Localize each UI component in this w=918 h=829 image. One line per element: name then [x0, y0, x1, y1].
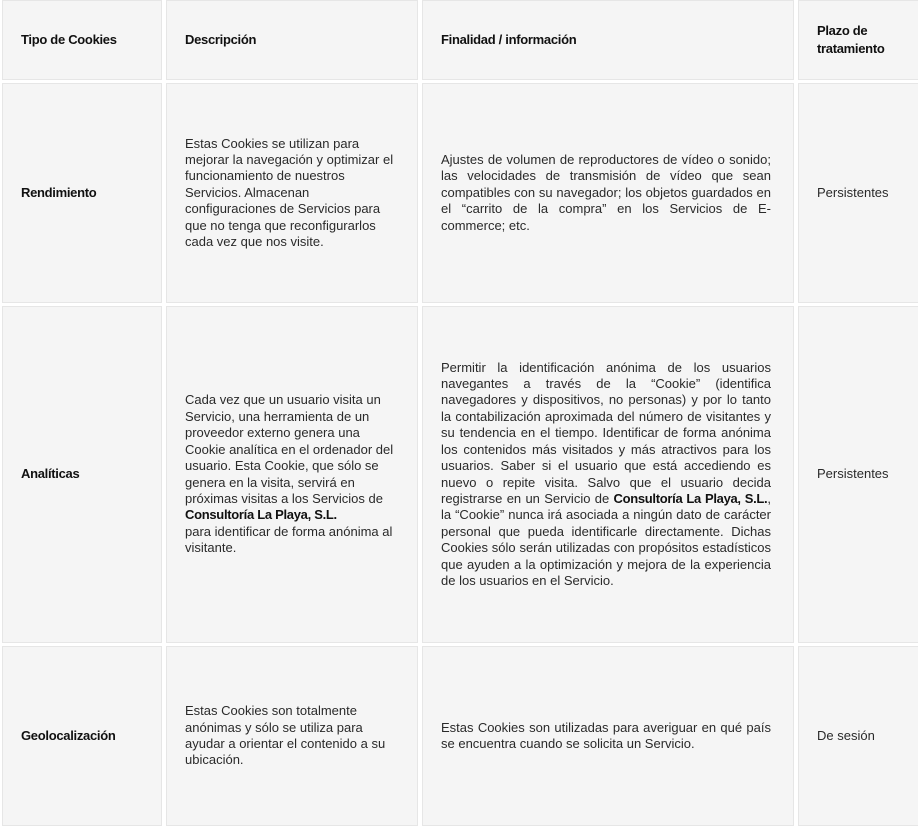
cell-descripcion: Estas Cookies se utilizan para mejorar la navegación y optimizar el funcionamiento de nuestros Servicios. Almacenan configuraciones de Servicios para que no tenga que reconfigurarlos cada vez que nos visite.	[166, 83, 418, 303]
header-descripcion: Descripción	[166, 0, 418, 80]
descripcion-text: Cada vez que un usuario visita un Servicio, una herramienta de un proveedor externo genera una Cookie analítica en el ordenador del usuario. Esta Cookie, que sólo se genera en la visita, servirá en próximas visitas a los Servicios de	[185, 392, 394, 506]
cell-tipo: Rendimiento	[2, 83, 162, 303]
header-tipo: Tipo de Cookies	[2, 0, 162, 80]
table-row-rendimiento	[2, 83, 918, 303]
cell-plazo: De sesión	[798, 646, 918, 826]
header-plazo-label: Plazo de tratamiento	[817, 23, 885, 56]
finalidad-text: Permitir la identificación anónima de los usuarios navegantes a través de la “Cookie” (identifica navegadores y dispositivos, no personas) y por lo tanto la contabilización aproximada del número de visitantes y su tendencia en el tiempo. Identificar de forma anónima los contenidos más visitados y más atractivos para los usuarios. Saber si el usuario que está accediendo es nuevo o repite visita. Salvo que el usuario decida registrarse en un Servicio de	[441, 359, 771, 506]
cell-tipo: Geolocalización	[2, 646, 162, 826]
cell-plazo: Persistentes	[798, 83, 918, 303]
header-plazo	[798, 0, 918, 80]
cell-plazo: Persistentes	[798, 306, 918, 643]
header-finalidad: Finalidad / información	[422, 0, 794, 80]
cell-tipo: Analíticas	[2, 306, 162, 643]
cell-finalidad: Estas Cookies son utilizadas para averiguar en qué país se encuentra cuando se solicita un Servicio.	[422, 646, 794, 826]
table-header-row	[2, 0, 918, 80]
descripcion-text-end: para identificar de forma anónima al visitante.	[185, 523, 393, 556]
finalidad-text-end: , la “Cookie” nunca irá asociada a ningún dato de carácter personal que pueda identificarle directamente. Dichas Cookies sólo serán utilizadas con propósitos estadísticos que ayuden a la optimización y mejora de la experiencia de los usuarios en el Servicio.	[441, 490, 771, 588]
cell-descripcion: Estas Cookies son totalmente anónimas y sólo se utiliza para ayudar a orientar el contenido a su ubicación.	[166, 646, 418, 826]
cell-finalidad	[422, 306, 794, 643]
company-name: Consultoría La Playa, S.L.	[185, 507, 337, 523]
cell-descripcion	[166, 306, 418, 643]
table-row-geolocalizacion	[2, 646, 918, 826]
cell-finalidad: Ajustes de volumen de reproductores de vídeo o sonido; las velocidades de transmisión de vídeo que sean compatibles con su navegador; los objetos guardados en el “carrito de la compra” en los Servicios de E-commerce; etc.	[422, 83, 794, 303]
company-name: Consultoría La Playa, S.L.	[613, 490, 768, 506]
table-row-analiticas	[2, 306, 918, 643]
